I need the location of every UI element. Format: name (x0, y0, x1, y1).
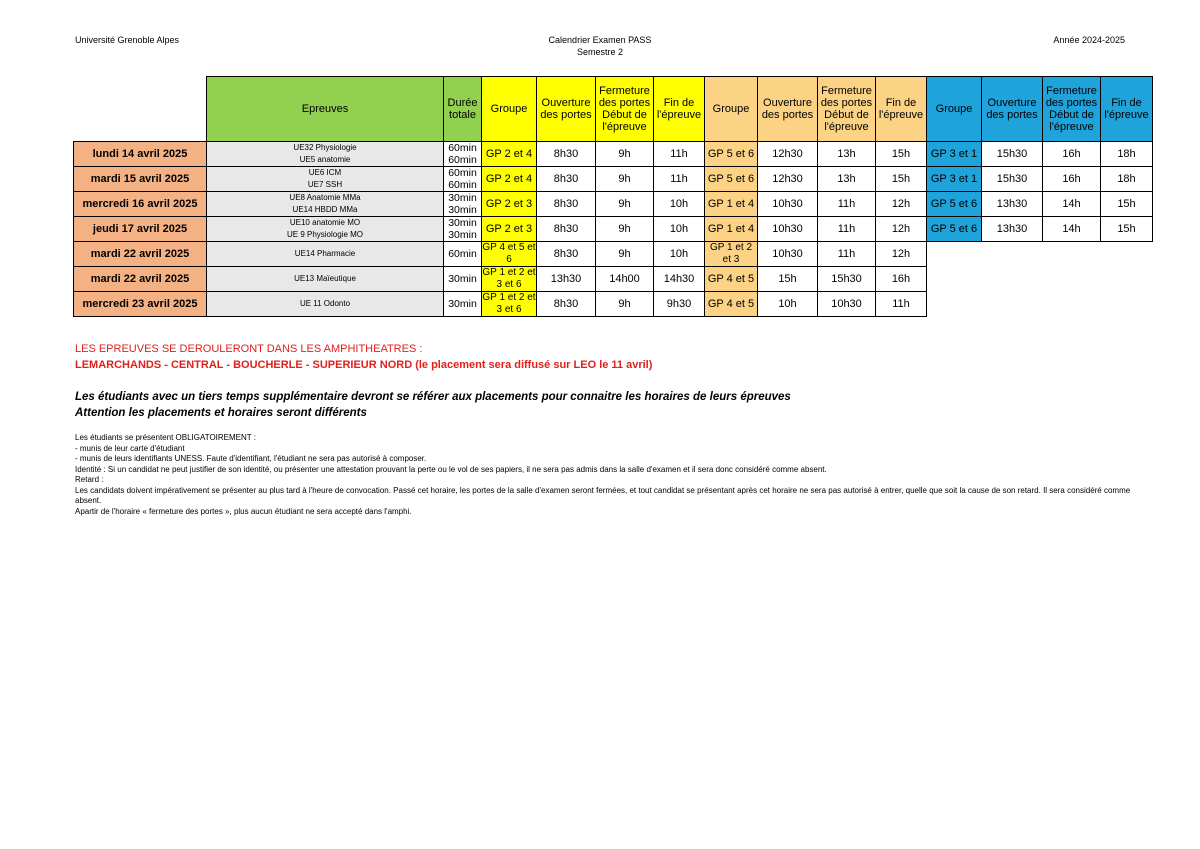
group-1: GP 1 et 2 et 3 et 6 (482, 292, 536, 315)
group-3-close: 16h (1043, 142, 1101, 167)
rule-line: Les étudiants se présentent OBLIGATOIREMENT : (75, 433, 256, 442)
duration (444, 192, 482, 217)
table-row (74, 267, 1153, 292)
header-group-2-open: Ouverture des portes (758, 77, 818, 142)
duration-value: 60min (448, 142, 477, 154)
exam-subject: UE13 Maïeutique (207, 267, 444, 292)
group-2-close: 13h (818, 167, 876, 192)
group-3-end: 18h (1101, 167, 1153, 192)
group-3-open: 15h30 (982, 142, 1043, 167)
group-2-open: 12h30 (758, 142, 818, 167)
table-row (74, 242, 1153, 267)
group-1: GP 4 et 5 et 6 (482, 242, 536, 265)
tiers-temps-warning: Attention les placements et horaires seront différents (75, 407, 367, 419)
group-2-open: 10h30 (758, 217, 818, 242)
duration (444, 167, 482, 192)
group-1-close: 9h (596, 242, 654, 267)
exam-subject: UE 11 Odonto (207, 292, 444, 317)
group-2-close: 11h (818, 242, 876, 267)
group-1-close: 9h (596, 167, 654, 192)
university-name: Université Grenoble Alpes (75, 35, 180, 45)
group-1-close: 14h00 (596, 267, 654, 292)
group-1: GP 1 et 2 et 3 et 6 (482, 267, 536, 290)
duration: 30min (444, 267, 482, 292)
tiers-temps-notice: Les étudiants avec un tiers temps supplémentaire devront se référer aux placements pour connaitre les horaires de leurs épreuves (75, 391, 791, 403)
group-2-end: 16h (876, 267, 927, 292)
duration-value: 30min (448, 204, 477, 216)
exam-schedule-table (73, 76, 1153, 317)
group-3-open: 13h30 (982, 192, 1043, 217)
group-2-open: 10h30 (758, 242, 818, 267)
subject: UE 9 Physiologie MO (286, 230, 364, 239)
group-2-close: 11h (818, 192, 876, 217)
group-2-end: 12h (876, 192, 927, 217)
amphitheatre-notice: LES EPREUVES SE DEROULERONT DANS LES AMPHITHEATRES : (75, 343, 423, 355)
exam-rules (75, 433, 1135, 517)
duration (444, 217, 482, 242)
exam-subjects (207, 217, 444, 242)
exam-date: mardi 15 avril 2025 (74, 167, 207, 192)
group-2-close: 13h (818, 142, 876, 167)
table-row (74, 142, 1153, 167)
exam-subject: UE14 Pharmacie (207, 242, 444, 267)
group-1-close: 9h (596, 292, 654, 317)
rule-line: - munis de leurs identifiants UNESS. Faute d'identifiant, l'étudiant ne sera pas autorisé à composer. (75, 454, 427, 463)
empty-corner (74, 77, 207, 142)
rule-line: Identité : Si un candidat ne peut justifier de son identité, ou présenter une attestation prouvant la perte ou le vol de ses papiers, il ne sera pas admis dans la salle d'examen et il sera donc considéré comme absent. (75, 464, 827, 474)
subject: UE5 anatomie (299, 155, 351, 164)
header-group-2-end: Fin de l'épreuve (876, 77, 927, 142)
group-2: GP 1 et 4 (705, 192, 758, 217)
header-group-3-close: Fermeture des portes Début de l'épreuve (1043, 77, 1101, 142)
duration (444, 142, 482, 167)
group-1-close: 9h (596, 192, 654, 217)
amphitheatre-list: LEMARCHANDS - CENTRAL - BOUCHERLE - SUPERIEUR NORD (le placement sera diffusé sur LEO le 11 avril) (75, 359, 653, 371)
group-1-open: 13h30 (537, 267, 596, 292)
header-group-1-close: Fermeture des portes Début de l'épreuve (596, 77, 654, 142)
duration-value: 60min (448, 167, 477, 179)
title-line-2: Semestre 2 (576, 47, 624, 57)
group-3-close: 14h (1043, 217, 1101, 242)
group-1-open: 8h30 (537, 242, 596, 267)
group-3-end: 15h (1101, 192, 1153, 217)
header-group-2: Groupe (705, 77, 758, 142)
header-epreuves: Epreuves (207, 77, 444, 142)
group-1-end: 11h (654, 142, 705, 167)
empty-cell (927, 267, 1153, 292)
group-2-end: 12h (876, 242, 927, 267)
group-1-open: 8h30 (537, 167, 596, 192)
group-2: GP 5 et 6 (705, 142, 758, 167)
group-1-open: 8h30 (537, 142, 596, 167)
group-1-close: 9h (596, 142, 654, 167)
table-row (74, 217, 1153, 242)
document-title (0, 34, 1200, 58)
group-3: GP 5 et 6 (927, 217, 982, 242)
empty-cell (927, 292, 1153, 317)
rule-line: Retard : (75, 475, 104, 484)
header-duree: Durée totale (444, 77, 482, 142)
group-3: GP 5 et 6 (927, 192, 982, 217)
group-3: GP 3 et 1 (927, 142, 982, 167)
exam-date: jeudi 17 avril 2025 (74, 217, 207, 242)
rule-line: - munis de leur carte d'étudiant (75, 443, 185, 453)
group-1-end: 14h30 (654, 267, 705, 292)
group-1-open: 8h30 (537, 292, 596, 317)
group-2-end: 15h (876, 167, 927, 192)
exam-date: mardi 22 avril 2025 (74, 242, 207, 267)
group-3: GP 3 et 1 (927, 167, 982, 192)
rule-line: Les candidats doivent impérativement se présenter au plus tard à l'heure de convocation. Passé cet horaire, les portes de la salle d'examen seront fermées, et tout candidat se présentant après cet horaire ne sera pas autorisé à entrer, quelle que soit la cause de son retard. Il sera considéré comme absent. (75, 485, 1131, 505)
group-2-end: 12h (876, 217, 927, 242)
group-3-end: 18h (1101, 142, 1153, 167)
rule-line: Apartir de l'horaire « fermeture des portes », plus aucun étudiant ne sera accepté dans l'amphi. (75, 506, 412, 516)
group-2-close: 15h30 (818, 267, 876, 292)
group-2-end: 15h (876, 142, 927, 167)
empty-cell (927, 242, 1153, 267)
group-2: GP 4 et 5 (705, 267, 758, 292)
duration: 30min (444, 292, 482, 317)
exam-date: mercredi 23 avril 2025 (74, 292, 207, 317)
group-2: GP 1 et 2 et 3 (705, 242, 758, 267)
group-1-end: 11h (654, 167, 705, 192)
group-1-end: 9h30 (654, 292, 705, 317)
group-1: GP 2 et 4 (482, 142, 537, 167)
group-2-close: 11h (818, 217, 876, 242)
group-2-end: 11h (876, 292, 927, 317)
subject: UE10 anatomie MO (289, 218, 361, 227)
header-group-1-end: Fin de l'épreuve (654, 77, 705, 142)
exam-subjects (207, 192, 444, 217)
subject: UE6 ICM (308, 168, 342, 177)
group-1-end: 10h (654, 217, 705, 242)
duration: 60min (444, 242, 482, 267)
header-group-2-close: Fermeture des portes Début de l'épreuve (818, 77, 876, 142)
group-2: GP 4 et 5 (705, 292, 758, 317)
exam-date: mercredi 16 avril 2025 (74, 192, 207, 217)
group-1-end: 10h (654, 242, 705, 267)
group-2-open: 10h30 (758, 192, 818, 217)
group-1: GP 2 et 3 (482, 217, 537, 242)
group-1-close: 9h (596, 217, 654, 242)
header-group-1-open: Ouverture des portes (537, 77, 596, 142)
group-2-open: 15h (758, 267, 818, 292)
group-2-open: 12h30 (758, 167, 818, 192)
header-group-1: Groupe (482, 77, 537, 142)
exam-subjects (207, 142, 444, 167)
group-3-end: 15h (1101, 217, 1153, 242)
duration-value: 30min (448, 192, 477, 204)
subject: UE7 SSH (307, 180, 343, 189)
group-3-close: 16h (1043, 167, 1101, 192)
group-2-close: 10h30 (818, 292, 876, 317)
group-3-open: 13h30 (982, 217, 1043, 242)
group-2: GP 1 et 4 (705, 217, 758, 242)
table-row (74, 292, 1153, 317)
header-group-3: Groupe (927, 77, 982, 142)
subject: UE14 HBDD MMa (292, 205, 358, 214)
duration-value: 60min (448, 154, 477, 166)
duration-value: 30min (448, 217, 477, 229)
group-1-open: 8h30 (537, 217, 596, 242)
group-1: GP 2 et 3 (482, 192, 537, 217)
subject: UE8 Anatomie MMa (289, 193, 361, 202)
subject: UE32 Physiologie (293, 143, 357, 152)
table-row (74, 167, 1153, 192)
header-row (74, 77, 1153, 142)
group-3-close: 14h (1043, 192, 1101, 217)
duration-value: 60min (448, 179, 477, 191)
title-line-1: Calendrier Examen PASS (548, 35, 652, 45)
group-1: GP 2 et 4 (482, 167, 537, 192)
group-2: GP 5 et 6 (705, 167, 758, 192)
header-group-3-end: Fin de l'épreuve (1101, 77, 1153, 142)
table-row (74, 192, 1153, 217)
group-1-end: 10h (654, 192, 705, 217)
exam-subjects (207, 167, 444, 192)
header-group-3-open: Ouverture des portes (982, 77, 1043, 142)
group-1-open: 8h30 (537, 192, 596, 217)
exam-date: mardi 22 avril 2025 (74, 267, 207, 292)
group-3-open: 15h30 (982, 167, 1043, 192)
group-2-open: 10h (758, 292, 818, 317)
exam-date: lundi 14 avril 2025 (74, 142, 207, 167)
duration-value: 30min (448, 229, 477, 241)
academic-year: Année 2024-2025 (1053, 35, 1125, 45)
